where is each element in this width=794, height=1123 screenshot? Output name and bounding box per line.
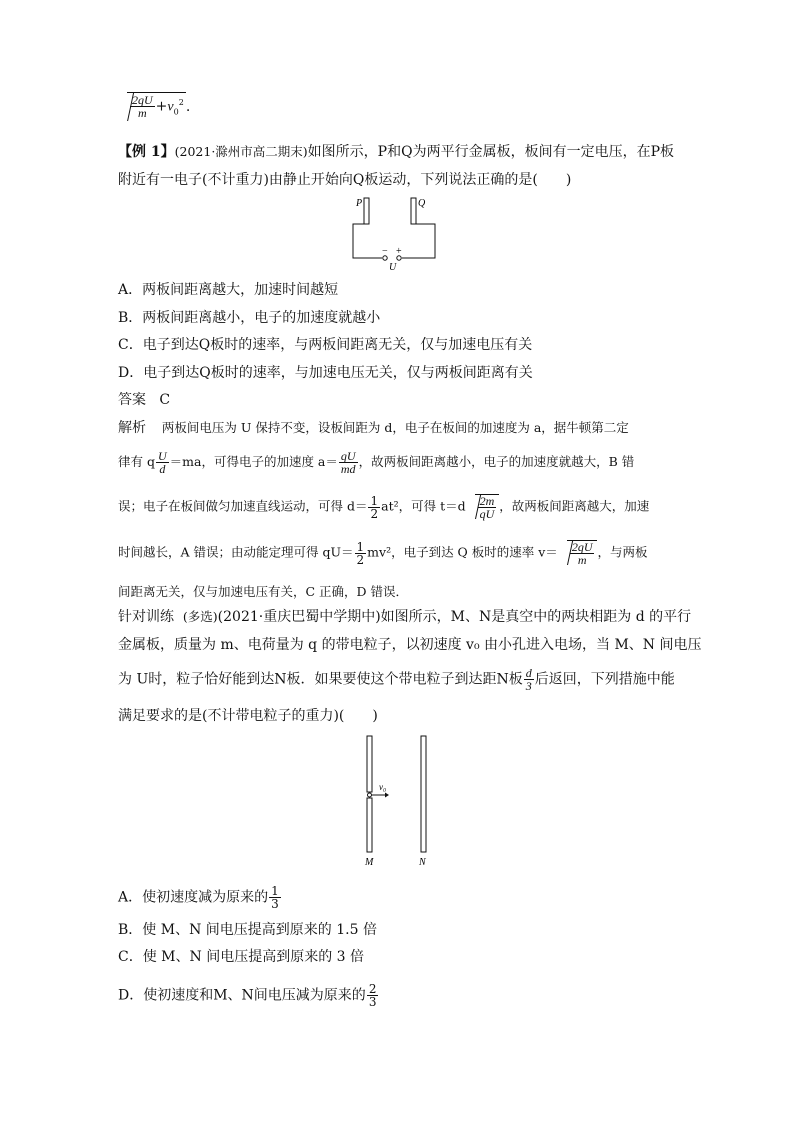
option-b: B．两板间距离越小，电子的加速度就越小 bbox=[118, 310, 381, 326]
training-line1: 针对训练 (多选)(2021·重庆巴蜀中学期中)如图所示，M、N是真空中的两块相距为 d 的平行 bbox=[118, 609, 692, 625]
label-v0: v₀ bbox=[379, 782, 387, 792]
answer: 答案 C bbox=[118, 392, 171, 408]
training-line4: 满足要求的是(不计带电粒子的重力)( ) bbox=[118, 708, 378, 724]
label-plus: + bbox=[396, 246, 402, 257]
capacitor-circuit-figure bbox=[345, 194, 445, 272]
label-q: Q bbox=[418, 198, 426, 209]
label-n: N bbox=[419, 857, 426, 868]
analysis-line3: 误；电子在板间做匀加速直线运动，可得 d＝ $\frac{1}{2}$ at²，可得 t＝d $\frac{2m}{qU}$ ，故两板间距离越大，加速 bbox=[118, 493, 650, 521]
example1-line1: 【例 1】(2021·滁州市高二期末)如图所示，P和Q为两平行金属板，板间有一定电压，在P板 bbox=[118, 144, 674, 160]
training-line3: 为 U时，粒子恰好能到达N板．如果要使这个带电粒子到达距N板 $\frac{d}{3}$ 后返回，下列措施中能 bbox=[118, 666, 675, 693]
analysis-line1: 解析 两板间电压为 U 保持不变，设板间距为 d，电子在板间的加速度为 a，据牛顿第二定 bbox=[118, 420, 629, 436]
training-option-d: D．使初速度和M、N间电压减为原来的 $\frac{2}{3}$ bbox=[118, 982, 377, 1009]
training-option-c: C．使 M、N 间电压提高到原来的 3 倍 bbox=[118, 949, 365, 965]
label-m: M bbox=[365, 857, 374, 868]
label-minus: − bbox=[382, 246, 388, 257]
option-a: A．两板间距离越大，加速时间越短 bbox=[118, 282, 339, 298]
option-c: C．电子到达Q板时的速率，与两板间距离无关，仅与加速电压有关 bbox=[118, 337, 533, 353]
parallel-plates-figure bbox=[355, 733, 445, 869]
option-d: D．电子到达Q板时的速率，与加速电压无关，仅与两板间距离有关 bbox=[118, 365, 533, 381]
example1-line2: 附近有一电子(不计重力)由静止开始向Q板运动，下列说法正确的是( ) bbox=[118, 172, 572, 188]
analysis-line4: 时间越长，A 错误；由动能定理可得 qU＝ $\frac{1}{2}$ mv²，电子到达 Q 板时的速率 v＝ $\frac{2qU}{m}$ ，与两板 bbox=[118, 539, 648, 567]
training-option-b: B．使 M、N 间电压提高到原来的 1.5 倍 bbox=[118, 922, 377, 938]
analysis-line2: 律有 q $\frac{U}{d}$ ＝ma，可得电子的加速度 a＝ $\frac{qU}{md}$ ，故两板间距离越小，电子的加速度就越大，B 错 bbox=[118, 449, 635, 476]
training-option-a: A．使初速度减为原来的 $\frac{1}{3}$ bbox=[118, 884, 279, 911]
sqrt-expression: $\frac{2qU}{m}$ $+v_0^2$ bbox=[127, 92, 186, 122]
label-u: U bbox=[389, 262, 397, 272]
label-p: P bbox=[356, 198, 363, 209]
top-formula: $\frac{2qU}{m}$ $+v_0^2$ . bbox=[118, 92, 190, 122]
training-line2: 金属板，质量为 m、电荷量为 q 的带电粒子，以初速度 v₀ 由小孔进入电场，当 M、N 间电压 bbox=[118, 637, 702, 653]
analysis-line5: 间距离无关，仅与加速电压有关，C 正确，D 错误． bbox=[118, 584, 409, 599]
